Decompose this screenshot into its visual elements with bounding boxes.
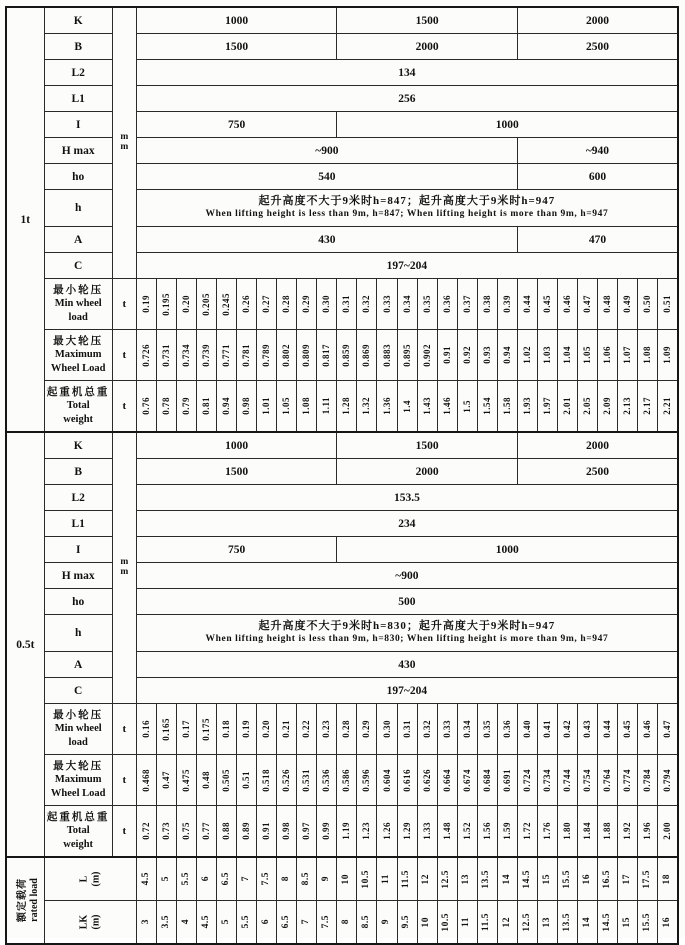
unit-t-cell: t — [112, 381, 136, 433]
dim-value-cell: 256 — [136, 86, 678, 112]
span-value-cell: 10.5 — [357, 857, 377, 901]
stat-value-cell: 0.91 — [257, 806, 277, 858]
stat-value-cell: 0.731 — [156, 330, 176, 381]
stat-value-cell: 0.89 — [237, 806, 257, 858]
stat-value-cell: 0.35 — [417, 279, 437, 330]
span-value-cell: 6 — [196, 857, 216, 901]
stat-value-cell: 0.30 — [317, 279, 337, 330]
stat-value-cell: 1.54 — [477, 381, 497, 433]
stat-value-cell: 0.45 — [618, 704, 638, 755]
stat-value-cell: 0.23 — [317, 704, 337, 755]
stat-value-cell: 0.526 — [277, 755, 297, 806]
unit-t-cell: t — [112, 704, 136, 755]
stat-value-cell: 0.48 — [598, 279, 618, 330]
dim-value-cell: ~900 — [136, 138, 517, 164]
stat-value-cell: 0.691 — [497, 755, 517, 806]
stat-row-label: 起重机总重 Total weight — [44, 806, 112, 858]
stat-value-cell: 0.47 — [156, 755, 176, 806]
stat-value-cell: 0.94 — [497, 330, 517, 381]
span-value-cell: 14.5 — [598, 901, 618, 945]
span-value-cell: 14 — [497, 857, 517, 901]
stat-value-cell: 0.81 — [196, 381, 216, 433]
span-value-cell: 16 — [578, 857, 598, 901]
stat-value-cell: 0.29 — [297, 279, 317, 330]
stat-value-cell: 0.39 — [497, 279, 517, 330]
stat-value-cell: 0.50 — [638, 279, 658, 330]
span-value-cell: 8 — [337, 901, 357, 945]
dim-row-label: I — [44, 112, 112, 138]
dim-value-cell: 1000 — [337, 537, 678, 563]
stat-value-cell: 0.44 — [517, 279, 537, 330]
stat-value-cell: 0.34 — [457, 704, 477, 755]
stat-value-cell: 2.09 — [598, 381, 618, 433]
stat-value-cell: 0.774 — [618, 755, 638, 806]
stat-value-cell: 1.46 — [437, 381, 457, 433]
span-value-cell: 6.5 — [277, 901, 297, 945]
stat-value-cell: 0.45 — [537, 279, 557, 330]
dim-row-label: L1 — [44, 511, 112, 537]
span-row-label-rotated: LK (m) — [78, 914, 102, 929]
stat-value-cell: 1.03 — [537, 330, 557, 381]
dim-value-cell: 1500 — [337, 432, 518, 459]
dim-value-cell: 197~204 — [136, 678, 678, 704]
stat-value-cell: 0.42 — [558, 704, 578, 755]
span-value-cell: 3 — [136, 901, 156, 945]
stat-value-cell: 0.902 — [417, 330, 437, 381]
stat-value-cell: 2.00 — [658, 806, 678, 858]
span-value-cell: 5.5 — [237, 901, 257, 945]
dim-row-label: K — [44, 7, 112, 34]
span-value-cell: 12 — [497, 901, 517, 945]
span-value-cell: 7 — [237, 857, 257, 901]
stat-value-cell: 0.78 — [156, 381, 176, 433]
span-value-cell: 15.5 — [638, 901, 658, 945]
stat-value-cell: 2.05 — [578, 381, 598, 433]
stat-value-cell: 0.739 — [196, 330, 216, 381]
stat-value-cell: 0.22 — [297, 704, 317, 755]
span-value-cell: 10 — [417, 901, 437, 945]
stat-value-cell: 1.19 — [337, 806, 357, 858]
stat-value-cell: 0.73 — [156, 806, 176, 858]
dim-value-cell: 540 — [136, 164, 517, 190]
stat-value-cell: 0.92 — [457, 330, 477, 381]
stat-row-label: 最大轮压 Maximum Wheel Load — [44, 330, 112, 381]
dim-row-label: L2 — [44, 485, 112, 511]
load-class-cell: 0.5t — [6, 432, 44, 857]
dim-row-label: C — [44, 253, 112, 279]
span-value-cell: 15 — [618, 901, 638, 945]
dim-row-label: A — [44, 652, 112, 678]
stat-value-cell: 0.51 — [658, 279, 678, 330]
dim-value-cell: 234 — [136, 511, 678, 537]
stat-value-cell: 1.43 — [417, 381, 437, 433]
stat-value-cell: 0.21 — [277, 704, 297, 755]
stat-value-cell: 0.17 — [176, 704, 196, 755]
span-value-cell: 18 — [658, 857, 678, 901]
dim-value-cell: 600 — [517, 164, 678, 190]
dim-value-cell: ~900 — [136, 563, 678, 589]
stat-value-cell: 1.04 — [558, 330, 578, 381]
stat-value-cell: 0.536 — [317, 755, 337, 806]
span-value-cell: 5 — [156, 857, 176, 901]
stat-value-cell: 0.19 — [237, 704, 257, 755]
stat-value-cell: 1.5 — [457, 381, 477, 433]
dim-row-label: h — [44, 615, 112, 652]
stat-value-cell: 0.734 — [537, 755, 557, 806]
stat-value-cell: 0.41 — [537, 704, 557, 755]
stat-value-cell: 1.08 — [297, 381, 317, 433]
stat-value-cell: 0.664 — [437, 755, 457, 806]
dim-row-label: C — [44, 678, 112, 704]
span-value-cell: 13 — [537, 901, 557, 945]
stat-value-cell: 1.09 — [658, 330, 678, 381]
rated-load-label — [6, 857, 44, 944]
stat-row-label: 起重机总重 Total weight — [44, 381, 112, 433]
stat-value-cell: 0.245 — [217, 279, 237, 330]
unit-t-cell: t — [112, 330, 136, 381]
dim-value-cell: 1500 — [136, 459, 337, 485]
stat-value-cell: 0.809 — [297, 330, 317, 381]
dim-value-cell: 750 — [136, 112, 337, 138]
stat-value-cell: 0.44 — [598, 704, 618, 755]
span-value-cell: 15.5 — [558, 857, 578, 901]
stat-value-cell: 0.789 — [257, 330, 277, 381]
span-value-cell: 7.5 — [257, 857, 277, 901]
dim-row-label: h — [44, 190, 112, 227]
stat-value-cell: 1.97 — [537, 381, 557, 433]
span-value-cell: 9.5 — [397, 901, 417, 945]
stat-value-cell: 1.05 — [277, 381, 297, 433]
stat-value-cell: 0.93 — [477, 330, 497, 381]
span-value-cell: 13.5 — [558, 901, 578, 945]
span-value-cell: 7 — [297, 901, 317, 945]
stat-value-cell: 0.33 — [377, 279, 397, 330]
dim-row-label: ho — [44, 589, 112, 615]
stat-value-cell: 1.80 — [558, 806, 578, 858]
dim-value-cell: 2000 — [337, 34, 518, 60]
stat-value-cell: 0.99 — [317, 806, 337, 858]
stat-value-cell: 0.38 — [477, 279, 497, 330]
dim-value-cell: 1500 — [136, 34, 337, 60]
stat-value-cell: 1.93 — [517, 381, 537, 433]
stat-value-cell: 0.475 — [176, 755, 196, 806]
lifting-height-note: 起升高度不大于9米时h=830；起升高度大于9米时h=947 When lifting height is less than 9m, h=830; When lifting height is more than 9m, h=947 — [136, 615, 678, 652]
dim-row-label: L2 — [44, 60, 112, 86]
stat-value-cell: 0.75 — [176, 806, 196, 858]
stat-value-cell: 0.616 — [397, 755, 417, 806]
dim-value-cell: 1000 — [136, 432, 337, 459]
stat-value-cell: 1.96 — [638, 806, 658, 858]
stat-value-cell: 0.26 — [237, 279, 257, 330]
stat-value-cell: 0.27 — [257, 279, 277, 330]
stat-value-cell: 1.92 — [618, 806, 638, 858]
span-value-cell: 7.5 — [317, 901, 337, 945]
stat-value-cell: 0.28 — [277, 279, 297, 330]
dim-value-cell: 197~204 — [136, 253, 678, 279]
stat-value-cell: 1.06 — [598, 330, 618, 381]
stat-value-cell: 0.802 — [277, 330, 297, 381]
span-value-cell: 8.5 — [297, 857, 317, 901]
stat-value-cell: 0.79 — [176, 381, 196, 433]
stat-value-cell: 1.56 — [477, 806, 497, 858]
span-value-cell: 13 — [457, 857, 477, 901]
stat-value-cell: 0.859 — [337, 330, 357, 381]
stat-value-cell: 0.604 — [377, 755, 397, 806]
span-value-cell: 11.5 — [477, 901, 497, 945]
stat-value-cell: 0.48 — [196, 755, 216, 806]
stat-value-cell: 0.518 — [257, 755, 277, 806]
span-row-label-rotated: L (m) — [78, 871, 102, 886]
stat-value-cell: 0.47 — [578, 279, 598, 330]
stat-value-cell: 0.596 — [357, 755, 377, 806]
stat-value-cell: 1.23 — [357, 806, 377, 858]
span-value-cell: 12 — [417, 857, 437, 901]
stat-value-cell: 0.30 — [377, 704, 397, 755]
stat-value-cell: 0.51 — [237, 755, 257, 806]
stat-value-cell: 0.165 — [156, 704, 176, 755]
dim-row-label: ho — [44, 164, 112, 190]
dim-value-cell: 430 — [136, 652, 678, 678]
stat-value-cell: 0.37 — [457, 279, 477, 330]
lifting-height-note: 起升高度不大于9米时h=847；起升高度大于9米时h=947 When lifting height is less than 9m, h=847; When lifting height is more than 9m, h=947 — [136, 190, 678, 227]
stat-value-cell: 0.91 — [437, 330, 457, 381]
stat-value-cell: 1.59 — [497, 806, 517, 858]
stat-value-cell: 1.33 — [417, 806, 437, 858]
dim-row-label: H max — [44, 563, 112, 589]
stat-value-cell: 0.72 — [136, 806, 156, 858]
dim-value-cell: 470 — [517, 227, 678, 253]
stat-value-cell: 0.684 — [477, 755, 497, 806]
stat-value-cell: 1.72 — [517, 806, 537, 858]
dim-value-cell: 500 — [136, 589, 678, 615]
stat-value-cell: 1.01 — [257, 381, 277, 433]
stat-value-cell: 0.98 — [237, 381, 257, 433]
stat-value-cell: 0.31 — [337, 279, 357, 330]
stat-value-cell: 0.46 — [558, 279, 578, 330]
stat-value-cell: 1.76 — [537, 806, 557, 858]
span-value-cell: 4.5 — [136, 857, 156, 901]
stat-value-cell: 0.205 — [196, 279, 216, 330]
stat-value-cell: 1.58 — [497, 381, 517, 433]
stat-value-cell: 1.02 — [517, 330, 537, 381]
stat-value-cell: 0.20 — [257, 704, 277, 755]
stat-value-cell: 1.29 — [397, 806, 417, 858]
spec-table — [5, 6, 679, 945]
stat-value-cell: 0.33 — [437, 704, 457, 755]
stat-value-cell: 2.21 — [658, 381, 678, 433]
stat-value-cell: 0.34 — [397, 279, 417, 330]
stat-value-cell: 0.88 — [217, 806, 237, 858]
span-value-cell: 12.5 — [437, 857, 457, 901]
stat-value-cell: 0.94 — [217, 381, 237, 433]
unit-mm-cell: m m — [112, 7, 136, 279]
span-value-cell: 11 — [457, 901, 477, 945]
span-row-label — [44, 857, 136, 901]
span-value-cell: 5.5 — [176, 857, 196, 901]
stat-value-cell: 2.01 — [558, 381, 578, 433]
dim-row-label: L1 — [44, 86, 112, 112]
stat-value-cell: 0.505 — [217, 755, 237, 806]
span-value-cell: 17 — [618, 857, 638, 901]
stat-value-cell: 0.32 — [357, 279, 377, 330]
span-value-cell: 3.5 — [156, 901, 176, 945]
stat-value-cell: 1.52 — [457, 806, 477, 858]
span-value-cell: 10.5 — [437, 901, 457, 945]
stat-value-cell: 1.4 — [397, 381, 417, 433]
dim-value-cell: 2000 — [517, 7, 678, 34]
span-value-cell: 10 — [337, 857, 357, 901]
unit-mm-cell: m m — [112, 432, 136, 704]
stat-value-cell: 1.36 — [377, 381, 397, 433]
stat-value-cell: 0.16 — [136, 704, 156, 755]
dim-value-cell: 1000 — [136, 7, 337, 34]
span-value-cell: 16.5 — [598, 857, 618, 901]
stat-value-cell: 0.771 — [217, 330, 237, 381]
dim-value-cell: 1500 — [337, 7, 518, 34]
dim-row-label: B — [44, 459, 112, 485]
span-value-cell: 4.5 — [196, 901, 216, 945]
span-value-cell: 5 — [217, 901, 237, 945]
unit-t-cell: t — [112, 806, 136, 858]
dim-value-cell: 2000 — [517, 432, 678, 459]
stat-value-cell: 0.724 — [517, 755, 537, 806]
span-value-cell: 14 — [578, 901, 598, 945]
stat-value-cell: 0.47 — [658, 704, 678, 755]
stat-value-cell: 1.08 — [638, 330, 658, 381]
unit-t-cell: t — [112, 755, 136, 806]
stat-value-cell: 0.195 — [156, 279, 176, 330]
span-value-cell: 6.5 — [217, 857, 237, 901]
stat-value-cell: 1.48 — [437, 806, 457, 858]
stat-value-cell: 0.20 — [176, 279, 196, 330]
stat-value-cell: 0.36 — [437, 279, 457, 330]
load-class-cell: 1t — [6, 7, 44, 432]
stat-value-cell: 0.883 — [377, 330, 397, 381]
span-value-cell: 6 — [257, 901, 277, 945]
stat-value-cell: 2.17 — [638, 381, 658, 433]
span-value-cell: 9 — [317, 857, 337, 901]
stat-value-cell: 0.40 — [517, 704, 537, 755]
stat-value-cell: 0.49 — [618, 279, 638, 330]
span-value-cell: 9 — [377, 901, 397, 945]
span-row-label — [44, 901, 136, 945]
dim-row-label: B — [44, 34, 112, 60]
stat-value-cell: 0.781 — [237, 330, 257, 381]
dim-value-cell: 2500 — [517, 459, 678, 485]
span-value-cell: 13.5 — [477, 857, 497, 901]
stat-value-cell: 0.175 — [196, 704, 216, 755]
stat-value-cell: 0.46 — [638, 704, 658, 755]
stat-value-cell: 1.84 — [578, 806, 598, 858]
span-value-cell: 4 — [176, 901, 196, 945]
stat-value-cell: 1.88 — [598, 806, 618, 858]
stat-value-cell: 0.626 — [417, 755, 437, 806]
dim-row-label: H max — [44, 138, 112, 164]
dim-value-cell: 750 — [136, 537, 337, 563]
stat-value-cell: 0.764 — [598, 755, 618, 806]
stat-value-cell: 1.07 — [618, 330, 638, 381]
stat-value-cell: 0.895 — [397, 330, 417, 381]
span-value-cell: 16 — [658, 901, 678, 945]
dim-row-label: K — [44, 432, 112, 459]
stat-value-cell: 2.13 — [618, 381, 638, 433]
stat-value-cell: 0.36 — [497, 704, 517, 755]
stat-value-cell: 0.754 — [578, 755, 598, 806]
stat-value-cell: 0.726 — [136, 330, 156, 381]
dim-value-cell: ~940 — [517, 138, 678, 164]
stat-value-cell: 0.98 — [277, 806, 297, 858]
stat-value-cell: 0.32 — [417, 704, 437, 755]
stat-row-label: 最小轮压 Min wheel load — [44, 279, 112, 330]
stat-value-cell: 1.28 — [337, 381, 357, 433]
stat-value-cell: 0.817 — [317, 330, 337, 381]
dim-value-cell: 153.5 — [136, 485, 678, 511]
stat-value-cell: 0.43 — [578, 704, 598, 755]
stat-value-cell: 0.468 — [136, 755, 156, 806]
dim-value-cell: 2500 — [517, 34, 678, 60]
span-value-cell: 12.5 — [517, 901, 537, 945]
stat-value-cell: 0.35 — [477, 704, 497, 755]
stat-value-cell: 0.28 — [337, 704, 357, 755]
dim-value-cell: 430 — [136, 227, 517, 253]
unit-t-cell: t — [112, 279, 136, 330]
stat-value-cell: 0.31 — [397, 704, 417, 755]
stat-value-cell: 0.674 — [457, 755, 477, 806]
dim-row-label: A — [44, 227, 112, 253]
rated-load-rotated-text: 额定载荷 rated load — [17, 878, 40, 922]
dim-value-cell: 134 — [136, 60, 678, 86]
stat-value-cell: 0.77 — [196, 806, 216, 858]
span-value-cell: 15 — [537, 857, 557, 901]
stat-row-label: 最大轮压 Maximum Wheel Load — [44, 755, 112, 806]
stat-value-cell: 0.869 — [357, 330, 377, 381]
stat-value-cell: 0.784 — [638, 755, 658, 806]
dim-value-cell: 2000 — [337, 459, 518, 485]
stat-value-cell: 0.744 — [558, 755, 578, 806]
stat-value-cell: 1.05 — [578, 330, 598, 381]
dim-value-cell: 1000 — [337, 112, 678, 138]
dim-row-label: I — [44, 537, 112, 563]
stat-value-cell: 0.19 — [136, 279, 156, 330]
stat-value-cell: 0.794 — [658, 755, 678, 806]
stat-value-cell: 0.29 — [357, 704, 377, 755]
span-value-cell: 14.5 — [517, 857, 537, 901]
span-value-cell: 11.5 — [397, 857, 417, 901]
stat-value-cell: 1.26 — [377, 806, 397, 858]
stat-value-cell: 1.11 — [317, 381, 337, 433]
span-value-cell: 8 — [277, 857, 297, 901]
span-value-cell: 17.5 — [638, 857, 658, 901]
stat-value-cell: 1.32 — [357, 381, 377, 433]
stat-value-cell: 0.97 — [297, 806, 317, 858]
stat-value-cell: 0.734 — [176, 330, 196, 381]
stat-value-cell: 0.18 — [217, 704, 237, 755]
stat-row-label: 最小轮压 Min wheel load — [44, 704, 112, 755]
stat-value-cell: 0.76 — [136, 381, 156, 433]
span-value-cell: 11 — [377, 857, 397, 901]
stat-value-cell: 0.586 — [337, 755, 357, 806]
stat-value-cell: 0.531 — [297, 755, 317, 806]
span-value-cell: 8.5 — [357, 901, 377, 945]
